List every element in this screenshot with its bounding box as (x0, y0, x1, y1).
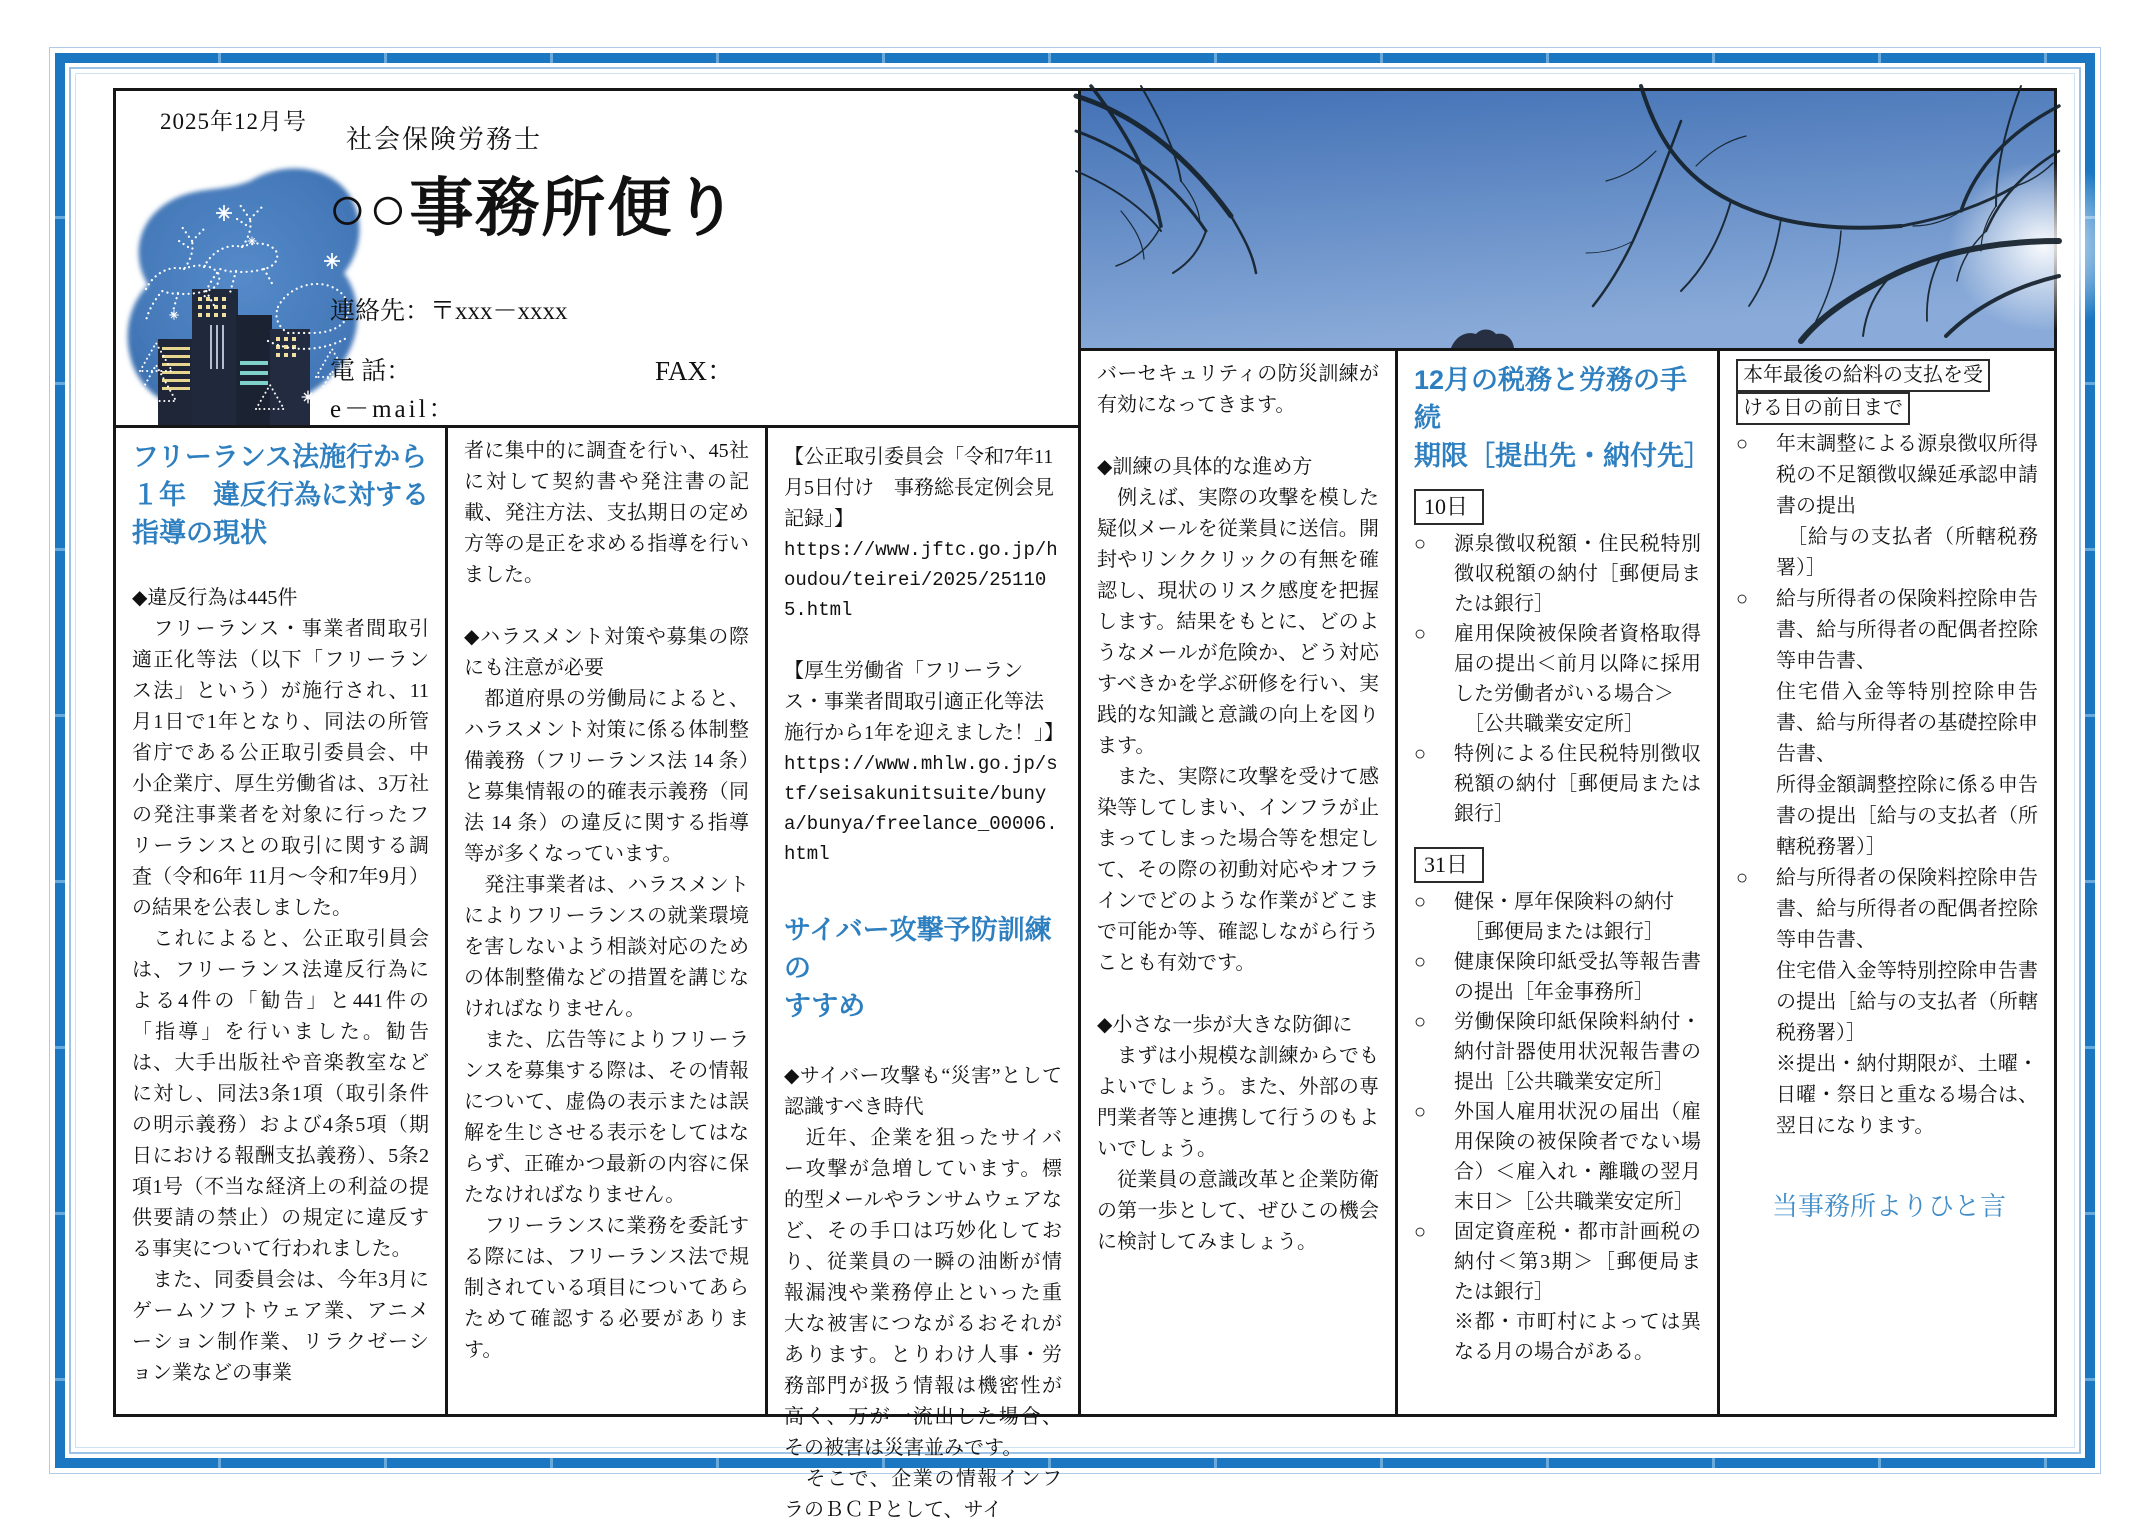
paragraph: 発注事業者は、ハラスメントによりフリーランスの就業環境を害しないよう相談対応のための体制整備などの措置を講じなければなりません。 (464, 874, 749, 1020)
article-column-2 (445, 428, 765, 1414)
newsletter-sheet (113, 88, 2057, 1521)
paragraph: ◆サイバー攻撃も“災害”として認識すべき時代 (784, 1065, 1062, 1118)
sky-photo (1081, 91, 2054, 351)
issue-date: 2025年12月号 (160, 109, 307, 134)
list-item: ○ 雇用保険被保険者資格取得届の提出＜前月以降に採用した労働者がいる場合＞ ［公共職業安定所］ (1414, 619, 1701, 739)
reference-title: 【公正取引委員会「令和7年11月5日付け 事務総長定例会見記録」】 (784, 446, 1054, 530)
paragraph: そこで、企業の情報インフラのＢＣＰとして、サイ (784, 1468, 1062, 1521)
list-item: ○ 給与所得者の保険料控除申告書、給与所得者の配偶者控除等申告書、 住宅借入金等特別控除申告書の提出［給与の支払者（所轄税務署）］ ※提出・納付期限が、土曜・日曜・祭日と重なる場合は、翌日になります。 (1736, 863, 2038, 1142)
spacer (784, 625, 1062, 656)
yearend-boxed-heading: 本年最後の給料の支払を受 ける日の前日まで (1736, 359, 2038, 425)
tel-label: 電 話： (330, 358, 412, 385)
paragraph: また、広告等によりフリーランスを募集する際は、その情報について、虚偽の表示または誤解を生じさせる表示をしてはならず、正確かつ最新の内容に保たなければなりません。 (464, 1029, 749, 1206)
list-item: ○ 年末調整による源泉徴収所得税の不足額徴収繰延承認申請書の提出 ［給与の支払者（所轄税務署）］ (1736, 429, 2038, 584)
circle-marker: ○ (1414, 951, 1427, 973)
email-label: e－mail： (330, 396, 457, 423)
day-31-box: 31日 (1414, 847, 1484, 883)
masthead (116, 91, 1078, 428)
left-section (116, 91, 1081, 1521)
paragraph: フリーランス・事業者間取引適正化等法（以下「フリーランス法」という）が施行され、11月1日で1年となり、同法の所管省庁である公正取引委員会、中小企業庁、厚生労働省は、3万社の発注事業者を対象に行ったフリーランスとの取引に関する調査（令和6年 11月～令和7年9月）の結果を公表しました。 (132, 618, 429, 919)
list-item: ○ 固定資産税・都市計画税の納付＜第3期＞［郵便局または銀行］ ※都・市町村によっては異なる月の場合がある。 (1414, 1217, 1701, 1367)
day-10-box: 10日 (1414, 489, 1484, 525)
newsletter-title: ○○事務所便り (328, 173, 740, 244)
article-column-4 (1081, 351, 1395, 1414)
paragraph: フリーランスに業務を委託する際には、フリーランス法で規制されている項目についてあらためて確認する必要があります。 (464, 1215, 749, 1361)
paragraph: また、実際に攻撃を受けて感染等してしまい、インフラが止まってしまった場合等を想定して、その際の初動対応やオフラインでどのような作業がどこまで可能か等、確認しながら行うことも有効です。 (1097, 766, 1379, 974)
right-section (1081, 91, 2054, 1414)
office-note-heading: 当事務所よりひと言 (1772, 1191, 2007, 1221)
circle-marker: ○ (1414, 1101, 1427, 1123)
circle-marker: ○ (1736, 588, 1749, 610)
left-columns (116, 428, 1078, 1521)
paragraph: ◆違反行為は445件 (132, 587, 298, 609)
yearend-column (1717, 351, 2054, 1414)
paragraph: また、同委員会は、今年3月にゲームソフトウェア業、アニメーション制作業、リラクゼーション業などの事業 (132, 1269, 429, 1384)
circle-marker: ○ (1736, 433, 1749, 455)
article-heading-freelance: フリーランス法施行から １年 違反行為に対する 指導の現状 (132, 442, 429, 548)
border-band-top (55, 53, 2095, 63)
paragraph: 都道府県の労働局によると、ハラスメント対策に係る体制整備義務（フリーランス法 14 条）と募集情報の的確表示義務（同法 14 条）の違反に関する指導等が多くなっています。 (464, 688, 749, 865)
circle-marker: ○ (1414, 533, 1427, 555)
list-item: ○ 健保・厚年保険料の納付 ［郵便局または銀行］ (1414, 887, 1701, 947)
article-column-3 (765, 428, 1078, 1521)
border-band-bottom (55, 1458, 2095, 1468)
article-column-1 (116, 428, 445, 1414)
circle-marker: ○ (1736, 867, 1749, 889)
deadline-heading: 12月の税務と労務の手続 期限［提出先・納付先］ (1414, 365, 1711, 471)
paragraph: まずは小規模な訓練からでもよいでしょう。また、外部の専門業者等と連携して行うのもよいでしょう。 (1097, 1045, 1379, 1160)
list-item: ○ 給与所得者の保険料控除申告書、給与所得者の配偶者控除等申告書、 住宅借入金等特別控除申告書、給与所得者の基礎控除申告書、 所得金額調整控除に係る申告書の提出［給与の支払者（所轄税務署）］ (1736, 584, 2038, 863)
fax-label: FAX： (655, 356, 735, 386)
right-columns (1081, 351, 2054, 1414)
masthead-subtitle: 社会保険労務士 (346, 125, 543, 154)
list-item: ○ 外国人雇用状況の届出（雇用保険の被保険者でない場合）＜雇入れ・離職の翌月末日＞［公共職業安定所］ (1414, 1097, 1701, 1217)
list-item: ○ 特例による住民税特別徴収税額の納付［郵便局または銀行］ (1414, 739, 1701, 829)
circle-marker: ○ (1414, 623, 1427, 645)
list-item: ○ 労働保険印紙保険料納付・納付計器使用状況報告書の提出［公共職業安定所］ (1414, 1007, 1701, 1097)
paragraph: 近年、企業を狙ったサイバー攻撃が急増しています。標的型メールやランサムウェアなど、その手口は巧妙化しており、従業員の一瞬の油断が情報漏洩や業務停止といった重大な被害につながるおそれがあります。とりわけ人事・労務部門が扱う情報は機密性が高く、万が一流出した場合、その被害は災害並みです。 (784, 1127, 1062, 1459)
circle-marker: ○ (1414, 891, 1427, 913)
deadline-column (1395, 351, 1717, 1414)
paragraph: ◆訓練の具体的な進め方 (1097, 456, 1313, 478)
article-heading-cyber: サイバー攻撃予防訓練の すすめ (784, 915, 1052, 1021)
paragraph: 者に集中的に調査を行い、45社に対して契約書や発注書の記載、発注方法、支払期日の定め方等の是正を求める指導を行いました。 (464, 440, 749, 586)
paragraph: ◆ハラスメント対策や募集の際にも注意が必要 (464, 626, 749, 679)
reference-url: https://www.jftc.go.jp/houdou/teirei/2025/251105.html (784, 539, 1058, 621)
contact-address: 連絡先：〒xxx－xxxx (330, 298, 568, 325)
paragraph: バーセキュリティの防災訓練が有効になってきます。 (1097, 363, 1379, 416)
circle-marker: ○ (1414, 1011, 1427, 1033)
circle-marker: ○ (1414, 1221, 1427, 1243)
reference-title: 【厚生労働省「フリーランス・事業者間取引適正化等法施行から1年を迎えました！」】 (784, 660, 1064, 744)
paragraph: 例えば、実際の攻撃を模した疑似メールを従業員に送信。開封やリンククリックの有無を確認し、現状のリスク感度を把握します。結果をもとに、どのようなメールが危険か、どう対応すべきかを学ぶ研修を行い、実践的な知識と意識の向上を図ります。 (1097, 487, 1379, 757)
paragraph: これによると、公正取引員会は、フリーランス法違反行為による4件の「勧告」と441件の「指導」を行いました。勧告は、大手出版社や音楽教室などに対し、同法3条1項（取引条件の明示義務）および4条5項（期日における報酬支払義務）、5条2項1号（不当な経済上の利益の提供要請の禁止）の規定に違反する事実について行われました。 (132, 928, 429, 1260)
winter-sky-branches-image (1081, 91, 2054, 348)
paragraph: 従業員の意識改革と企業防衛の第一歩として、ぜひこの機会に検討してみましょう。 (1097, 1169, 1379, 1253)
paragraph: ◆小さな一歩が大きな防御に (1097, 1014, 1353, 1036)
list-item: ○ 源泉徴収税額・住民税特別徴収税額の納付［郵便局または銀行］ (1414, 529, 1701, 619)
border-band-left (55, 53, 65, 1468)
circle-marker: ○ (1414, 743, 1427, 765)
list-item: ○ 健康保険印紙受払等報告書の提出［年金事務所］ (1414, 947, 1701, 1007)
reference-url: https://www.mhlw.go.jp/stf/seisakunitsuite/bunya/bunya/freelance_00006.html (784, 753, 1058, 865)
